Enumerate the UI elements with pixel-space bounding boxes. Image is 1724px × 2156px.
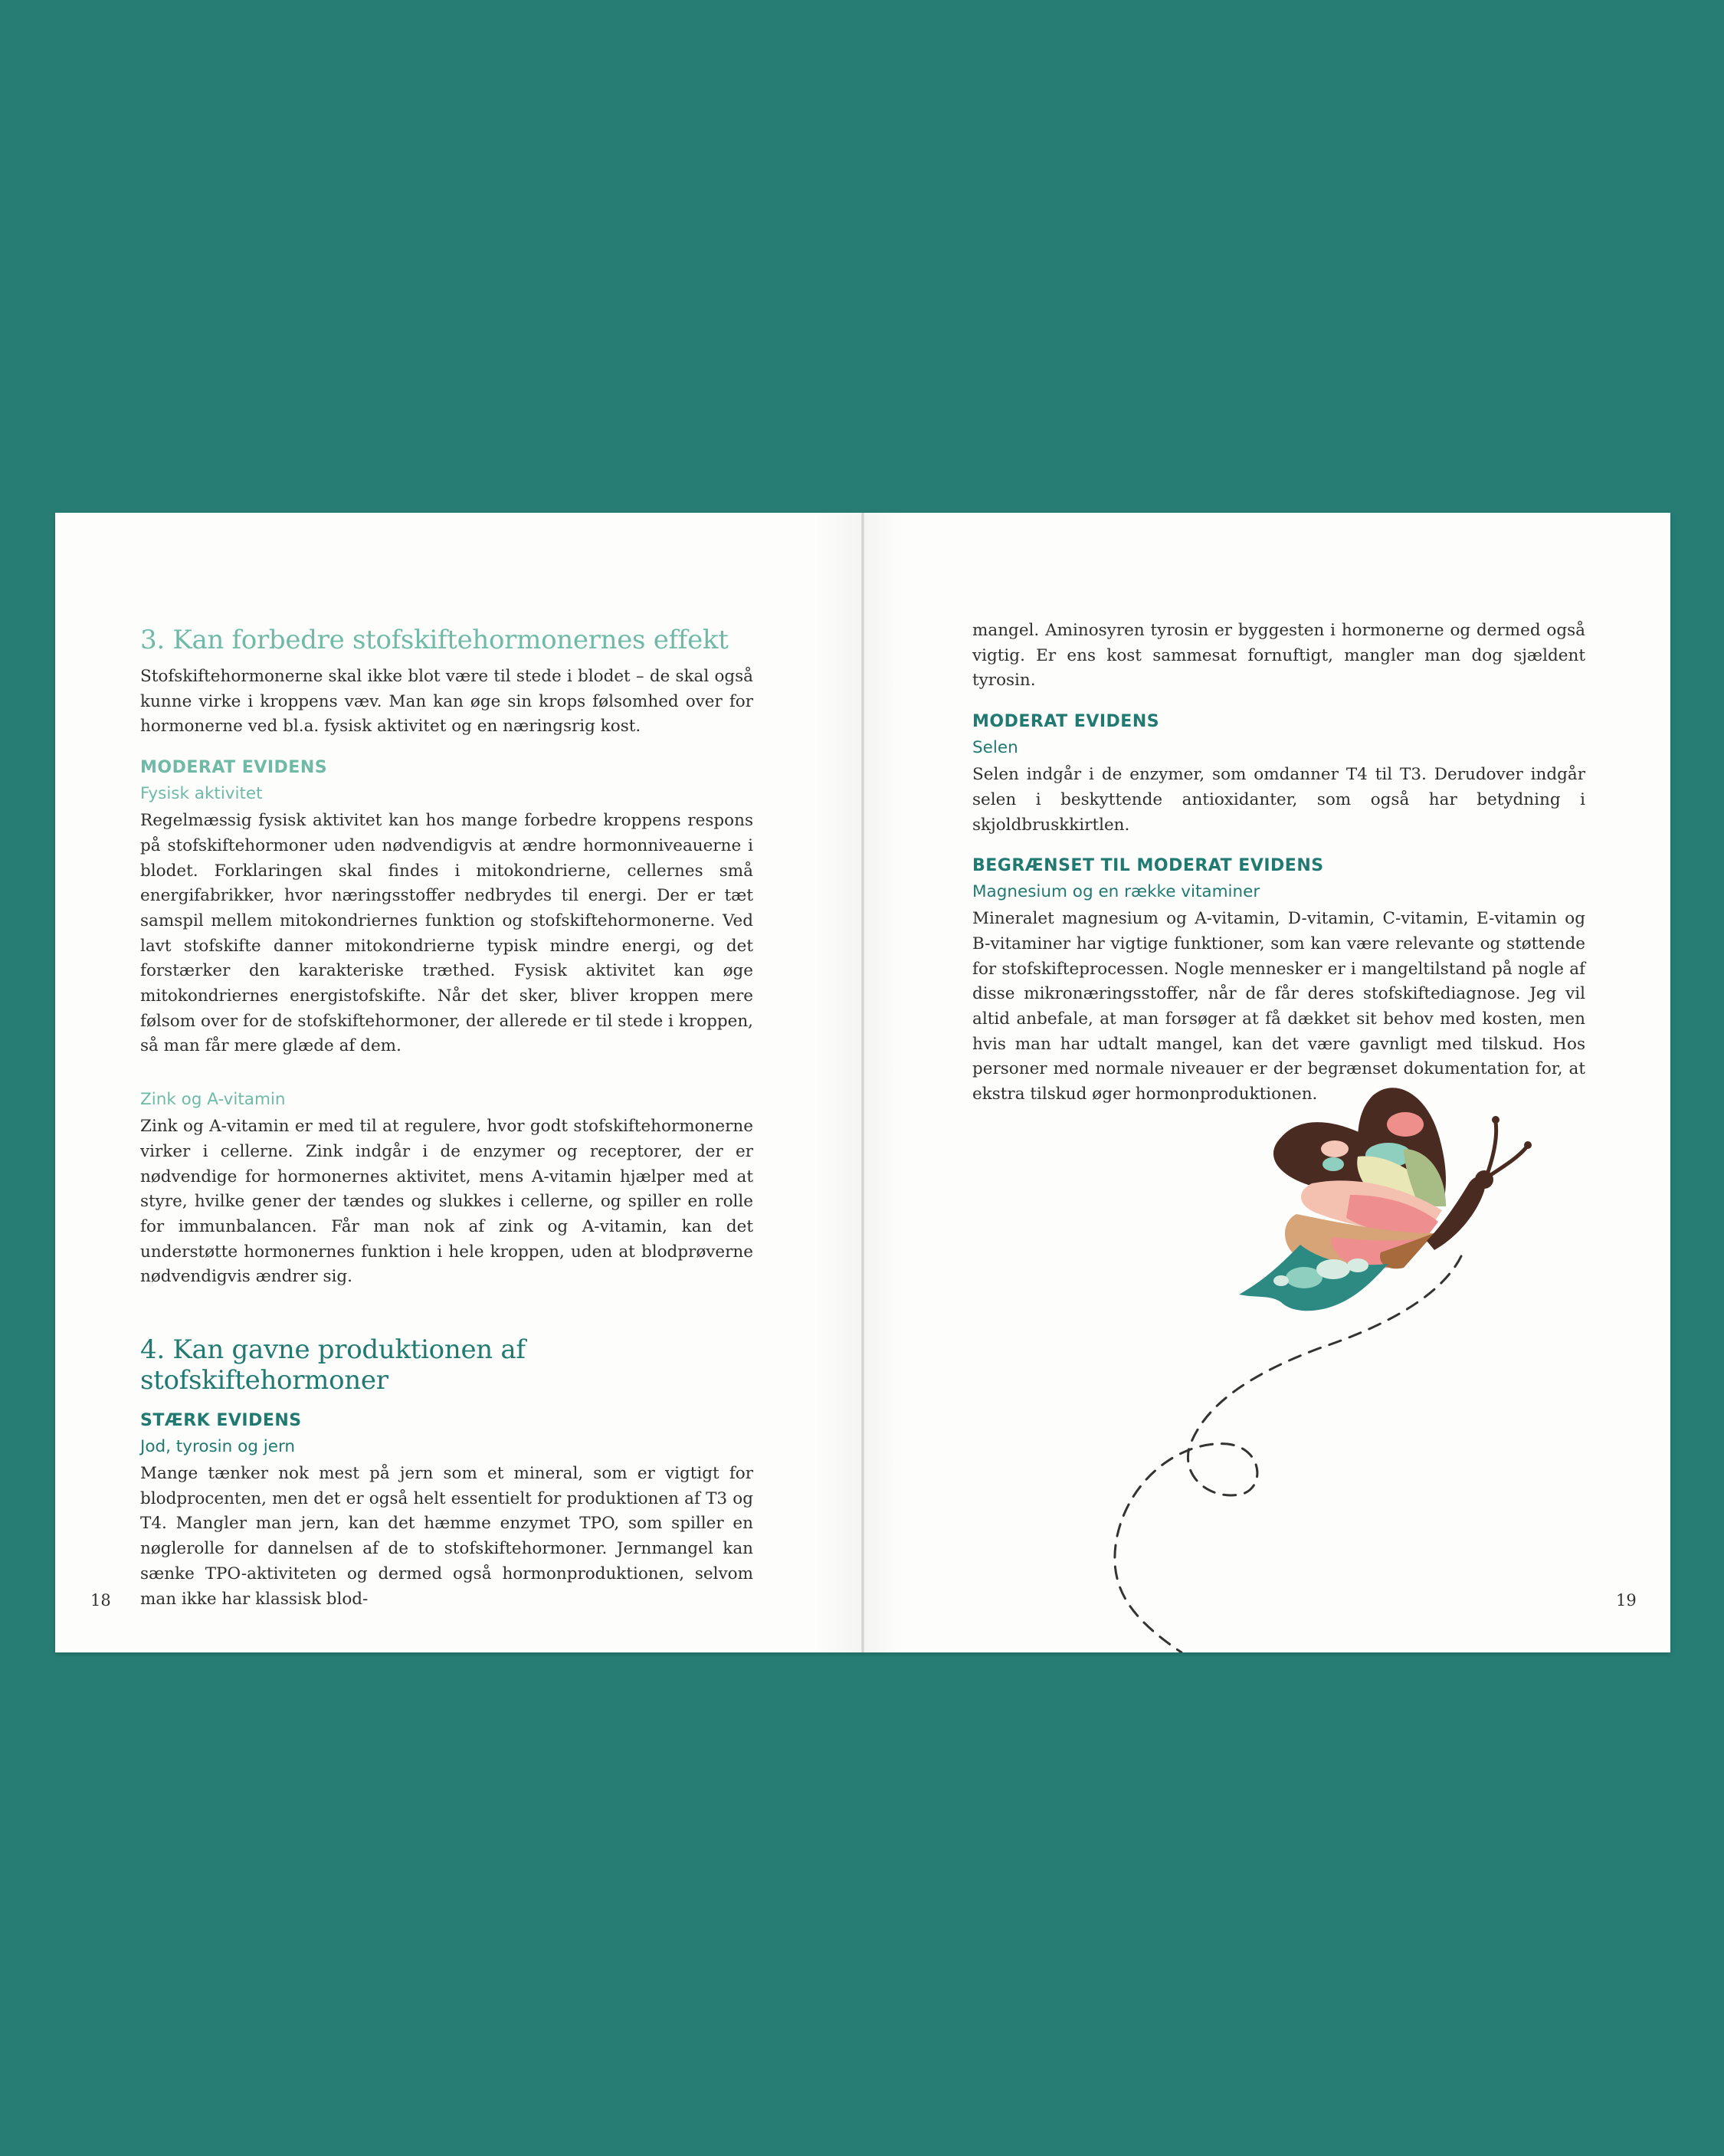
paragraph-fysisk-aktivitet: Regelmæssig fysisk aktivitet kan hos mange forbedre kroppens respons på stofskiftehormoner uden nødvendigvis at ændre hormonniveauerne i blodet. Forklaringen skal findes i mitokondrierne, cellernes små energifabrikker, hvor næringsstoffer nedbrydes til energi. Der er tæt samspil mellem mitokondriernes funktion og stofskiftehormonerne. Ved lavt stofskifte danner mitokondrierne typisk mindre energi, og det forstærker den karakteriske træthed. Fysisk aktivitet kan øge mitokondriernes energistofskifte. Når det sker, bliver kroppen mere følsom over for de stofskiftehormoner, der allerede er til stede i kroppen, så man får mere glæde af dem.	[140, 811, 753, 1056]
paragraph-selen: Selen indgår i de enzymer, som omdanner T4 til T3. Derudover indgår selen i beskyttende antioxidanter, som også har betydning i skjoldbruskkirtlen.	[972, 765, 1585, 835]
left-page-column	[140, 625, 753, 1612]
evidence-label-strong: STÆRK EVIDENS	[140, 1411, 302, 1431]
section4-title: 4. Kan gavne produktionen af stofskiftehormoner	[140, 1334, 526, 1396]
subheading-fysisk-aktivitet: Fysisk aktivitet	[140, 784, 263, 804]
gutter-shadow-left	[814, 513, 861, 1652]
section3-intro: Stofskiftehormonerne skal ikke blot være til stede i blodet – de skal også kunne virke i kroppens væv. Man kan øge sin krops følsomhed over for hormonerne ved bl.a. fysisk aktivitet og en næringsrig kost.	[140, 667, 753, 737]
right-page-column	[972, 619, 1585, 1108]
paragraph-jod: Mange tænker nok mest på jern som et mineral, som er vigtigt for blodprocenten, men det er også helt essentielt for produktionen af T3 og T4. Mangler man jern, kan det hæmme enzymet TPO, som spiller en nøglerolle for dannelsen af de to stofskiftehormoner. Jernmangel kan sænke TPO-aktiviteten og dermed også hormonproduktionen, selvom man ikke har klassisk blod-	[140, 1464, 753, 1609]
section3-title: 3. Kan forbedre stofskiftehormonernes effekt	[140, 625, 729, 655]
paragraph-magnesium: Mineralet magnesium og A-vitamin, D-vitamin, C-vitamin, E-vitamin og B-vitaminer har vigtige funktioner, som kan være relevante og støttende for stofskifteprocessen. Nogle mennesker er i mangeltilstand på nogle af disse mikronæringsstoffer, når de får deres stofskiftediagnose. Jeg vil altid anbefale, at man forsøger at få dækket sit behov med kosten, men hvis man har udtalt mangel, kan det være gavnligt med tilskud. Hos personer med normale niveauer er der begrænset dokumentation for, at ekstra tilskud øger hormonproduktionen.	[972, 909, 1585, 1104]
subheading-magnesium: Magnesium og en række vitaminer	[972, 882, 1260, 902]
evidence-label-moderate: MODERAT EVIDENS	[140, 758, 328, 778]
book-spread	[55, 513, 1670, 1652]
subheading-selen: Selen	[972, 738, 1018, 758]
subheading-jod: Jod, tyrosin og jern	[140, 1437, 296, 1457]
evidence-label-limited: BEGRÆNSET TIL MODERAT EVIDENS	[972, 856, 1324, 876]
gutter-shadow-right	[864, 513, 904, 1652]
page-number-left: 18	[90, 1591, 111, 1610]
butterfly-icon	[1239, 1088, 1532, 1311]
flight-path-line	[1115, 1256, 1461, 1652]
butterfly-illustration	[1028, 1049, 1595, 1652]
subheading-zink: Zink og A-vitamin	[140, 1090, 286, 1110]
paragraph-continued: mangel. Aminosyren tyrosin er byggesten i hormonerne og dermed også vigtig. Er ens kost sammesat fornuftigt, mangler man dog sjældent tyrosin.	[972, 621, 1585, 691]
paragraph-zink: Zink og A-vitamin er med til at regulere, hvor godt stofskiftehormonerne virker i cellerne. Zink indgår i de enzymer og receptorer, der er nødvendige for hormonernes aktivitet, mens A-vitamin hjælper med at styre, hvilke gener der tændes og slukkes i cellerne, og spiller en rolle for immunbalancen. Får man nok af zink og A-vitamin, kan det understøtte hormonernes funktion i hele kroppen, uden at blodprøverne nødvendigvis ændrer sig.	[140, 1117, 753, 1287]
page-number-right: 19	[1616, 1591, 1637, 1610]
evidence-label-moderate: MODERAT EVIDENS	[972, 712, 1160, 732]
